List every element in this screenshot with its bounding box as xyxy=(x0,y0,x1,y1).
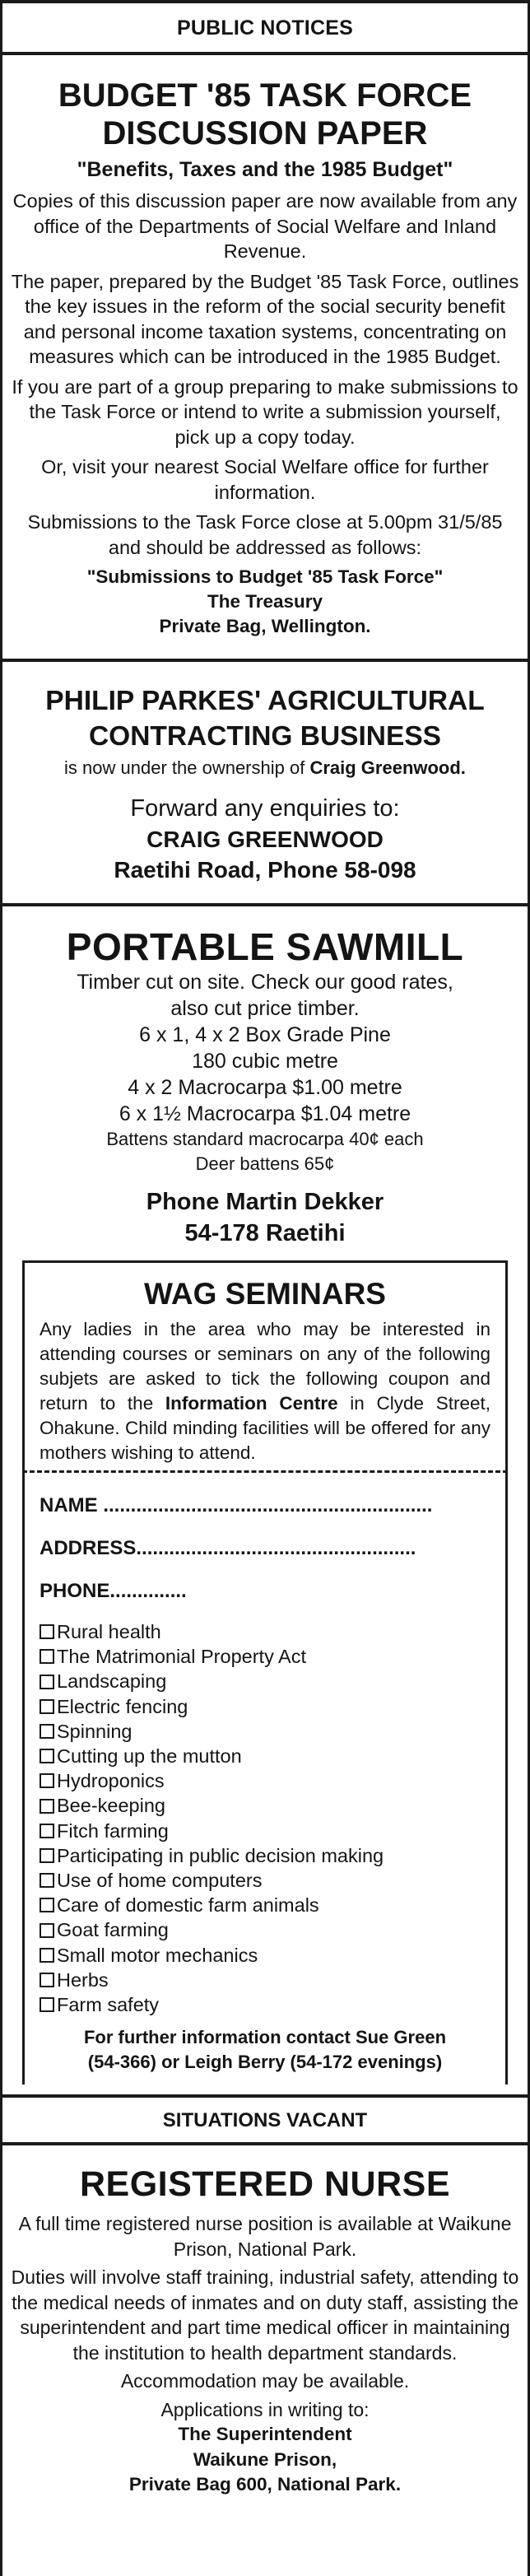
option-label: Use of home computers xyxy=(57,1870,263,1892)
budget-para5: Submissions to the Task Force close at 5.00pm 31/5/85 and should be addressed as follows: xyxy=(27,511,503,558)
parkes-contact-phone: Raetihi Road, Phone 58-098 xyxy=(114,857,416,883)
sawmill-line7: Battens standard macrocarpa 40¢ each xyxy=(106,1129,424,1149)
wag-info-line2: (54-366) or Leigh Berry (54-172 evenings) xyxy=(87,2052,443,2073)
coupon-cut-line xyxy=(22,1470,508,1473)
phone-label: PHONE xyxy=(40,1580,110,1602)
budget-address-line1: "Submissions to Budget '85 Task Force" xyxy=(86,566,444,587)
checkbox-icon[interactable] xyxy=(40,1675,54,1689)
checkbox-icon[interactable] xyxy=(40,1873,54,1888)
budget-para1: Copies of this discussion paper are now available from any office of the Departments of Social Welfare and Inland Revenue. xyxy=(12,190,518,262)
sawmill-phone2: 54-178 Raetihi xyxy=(184,1220,346,1246)
parkes-title-line2: CONTRACTING BUSINESS xyxy=(88,721,442,752)
sawmill-phone1: Phone Martin Dekker xyxy=(146,1189,384,1215)
sawmill-line2: also cut price timber. xyxy=(170,997,360,1020)
checkbox-icon[interactable] xyxy=(40,1649,54,1664)
ownership-prefix: is now under the ownership of xyxy=(64,757,310,778)
wag-seminars-box xyxy=(22,1260,508,2085)
address-field[interactable] xyxy=(40,1527,490,1570)
checkbox-icon[interactable] xyxy=(40,1699,54,1714)
nurse-title: REGISTERED NURSE xyxy=(79,2164,450,2205)
name-field[interactable] xyxy=(40,1484,490,1527)
option-checkbox[interactable] xyxy=(40,1893,490,1917)
checkbox-icon[interactable] xyxy=(40,1824,54,1838)
budget-para4: Or, visit your nearest Social Welfare office for further information. xyxy=(41,456,489,503)
option-checkbox[interactable] xyxy=(40,1744,490,1768)
seminar-options xyxy=(40,1619,490,2017)
option-checkbox[interactable] xyxy=(40,1943,490,1968)
phone-field[interactable] xyxy=(40,1570,490,1613)
sawmill-line6: 6 x 1½ Macrocarpa $1.04 metre xyxy=(119,1102,411,1125)
sawmill-title: PORTABLE SAWMILL xyxy=(66,925,464,968)
budget-title-line2: DISCUSSION PAPER xyxy=(102,115,428,151)
option-label: The Matrimonial Property Act xyxy=(57,1646,306,1668)
option-checkbox[interactable] xyxy=(40,1992,490,2017)
sawmill-line5: 4 x 2 Macrocarpa $1.00 metre xyxy=(128,1076,402,1099)
option-label: Fitch farming xyxy=(57,1819,169,1842)
option-label: Farm safety xyxy=(57,1994,160,2016)
wag-intro-bold: Information Centre xyxy=(165,1393,338,1414)
nurse-para2: Duties will involve staff training, industrial safety, attending to the medical needs of inmates and on duty staff, assisting the superintendent and part time medical officer in maintaining the institution to health department standards. xyxy=(11,2266,519,2364)
sawmill-line8: Deer battens 65¢ xyxy=(195,1153,335,1174)
parkes-forward: Forward any enquiries to: xyxy=(130,795,400,822)
nurse-address-line1: The Superintendent xyxy=(178,2424,352,2445)
option-checkbox[interactable] xyxy=(40,1917,490,1942)
parkes-title-line1: PHILIP PARKES' AGRICULTURAL xyxy=(45,686,485,716)
owner-name: Craig Greenwood. xyxy=(309,757,466,778)
nurse-ad xyxy=(2,2145,528,2513)
option-label: Landscaping xyxy=(57,1670,167,1693)
wag-intro xyxy=(40,1317,490,1465)
address-label: ADDRESS xyxy=(40,1537,137,1559)
option-label: Herbs xyxy=(57,1968,109,1991)
wag-info-line1: For further information contact Sue Green xyxy=(83,2027,447,2048)
budget-address-line2: The Treasury xyxy=(207,591,323,612)
wag-intro-text: Any ladies in the area who may be interested in attending courses or seminars on any of the following subjets are asked to tick the following coupon and return to the xyxy=(40,1319,490,1414)
address-dots: ................................................... xyxy=(136,1537,416,1559)
phone-dots: .............. xyxy=(109,1580,187,1602)
public-notices-header: PUBLIC NOTICES xyxy=(177,16,353,40)
checkbox-icon[interactable] xyxy=(40,1799,54,1814)
budget-para3: If you are part of a group preparing to make submissions to the Task Force or intend to write a submission yourself, pick up a copy today. xyxy=(12,375,518,448)
option-checkbox[interactable] xyxy=(40,1669,490,1693)
checkbox-icon[interactable] xyxy=(40,1948,54,1963)
checkbox-icon[interactable] xyxy=(40,1724,54,1739)
budget-para2: The paper, prepared by the Budget '85 Task Force, outlines the key issues in the reform of the social security benefit and personal income taxation systems, concentrating on measures which can be introduced in the 1985 Budget. xyxy=(11,270,519,367)
option-checkbox[interactable] xyxy=(40,1768,490,1793)
name-dots: ............................................................ xyxy=(97,1494,433,1516)
option-label: Participating in public decision making xyxy=(57,1844,384,1866)
parkes-contact-name: CRAIG GREENWOOD xyxy=(146,827,384,852)
checkbox-icon[interactable] xyxy=(40,1773,54,1788)
checkbox-icon[interactable] xyxy=(40,1923,54,1938)
checkbox-icon[interactable] xyxy=(40,1973,54,1987)
option-checkbox[interactable] xyxy=(40,1843,490,1868)
option-label: Spinning xyxy=(57,1720,132,1742)
option-label: Bee-keeping xyxy=(57,1795,165,1817)
situations-vacant-header: SITUATIONS VACANT xyxy=(162,2109,368,2132)
budget-subtitle: "Benefits, Taxes and the 1985 Budget" xyxy=(77,158,453,181)
option-label: Care of domestic farm animals xyxy=(57,1894,319,1917)
option-checkbox[interactable] xyxy=(40,1719,490,1744)
nurse-para3: Accommodation may be available. xyxy=(120,2370,410,2392)
option-checkbox[interactable] xyxy=(40,1793,490,1818)
nurse-address-line2: Waikune Prison, xyxy=(193,2448,337,2470)
option-checkbox[interactable] xyxy=(40,1968,490,1992)
nurse-address-line3: Private Bag 600, National Park. xyxy=(128,2474,402,2495)
sawmill-ad xyxy=(2,906,528,2094)
parkes-notice xyxy=(2,662,528,903)
name-label: NAME xyxy=(40,1494,98,1516)
option-checkbox[interactable] xyxy=(40,1819,490,1843)
wag-title: WAG SEMINARS xyxy=(144,1277,386,1311)
option-checkbox[interactable] xyxy=(40,1868,490,1893)
option-checkbox[interactable] xyxy=(40,1644,490,1669)
checkbox-icon[interactable] xyxy=(40,1848,54,1863)
budget-title-line1: BUDGET '85 TASK FORCE xyxy=(58,77,472,114)
option-label: Cutting up the mutton xyxy=(57,1745,242,1768)
option-label: Hydroponics xyxy=(57,1770,165,1792)
option-label: Rural health xyxy=(57,1621,161,1642)
option-checkbox[interactable] xyxy=(40,1694,490,1719)
budget-address-line3: Private Bag, Wellington. xyxy=(159,616,371,636)
option-label: Goat farming xyxy=(57,1919,169,1941)
option-label: Small motor mechanics xyxy=(57,1944,258,1966)
checkbox-icon[interactable] xyxy=(40,1749,54,1763)
nurse-para1: A full time registered nurse position is available at Waikune Prison, National Park. xyxy=(18,2213,512,2260)
nurse-para4: Applications in writing to: xyxy=(160,2398,370,2420)
checkbox-icon[interactable] xyxy=(40,1624,54,1639)
checkbox-icon[interactable] xyxy=(40,1898,54,1912)
option-label: Electric fencing xyxy=(57,1695,188,1717)
sawmill-line1: Timber cut on site. Check our good rates, xyxy=(77,971,453,994)
sawmill-line3: 6 x 1, 4 x 2 Box Grade Pine xyxy=(139,1023,391,1046)
wag-intro-text-after: in Clyde Street, Ohakune. Child minding facilities will be offered for any mothers wishing to attend. xyxy=(40,1393,490,1463)
sawmill-line4: 180 cubic metre xyxy=(192,1050,338,1073)
parkes-ownership xyxy=(11,756,519,780)
option-checkbox[interactable] xyxy=(40,1619,490,1644)
checkbox-icon[interactable] xyxy=(40,1997,54,2012)
budget-notice xyxy=(2,55,528,659)
